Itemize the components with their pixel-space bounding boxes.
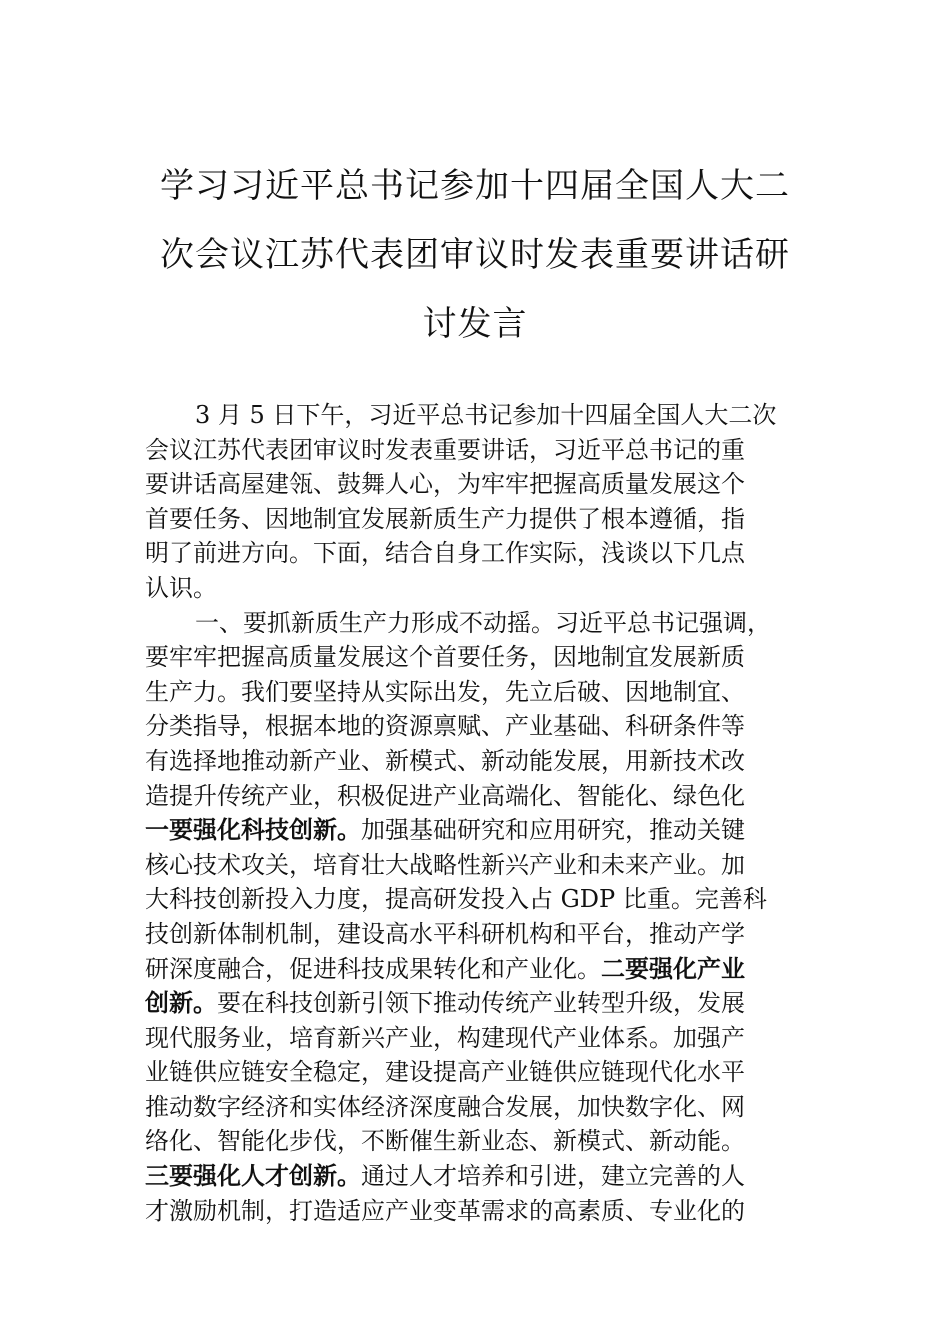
paragraph-tasks-line: 络化、智能化步伐，不断催生新业态、新模式、新动能。 [145,1127,745,1156]
paragraph-tasks-line: 技创新体制机制，建设高水平科研机构和平台，推动产学 [145,919,745,948]
paragraph-section-one-line: 一、要抓新质生产力形成不动摇。习近平总书记强调， [195,608,771,637]
document-title [140,152,810,359]
paragraph-section-one-line: 造提升传统产业，积极促进产业高端化、智能化、绿色化 [145,781,745,810]
bold-heading-tech-innovation: 一要强化科技创新。 [145,815,361,845]
paragraph-text: 研深度融合，促进科技成果转化和产业化。 [145,954,601,983]
paragraph-intro-line: 3 月 5 日下午，习近平总书记参加十四届全国人大二次 [195,401,777,429]
document-body [145,398,825,1228]
paragraph-tasks-line [145,813,825,848]
paragraph-intro-line: 首要任务、因地制宜发展新质生产力提供了根本遵循，指 [145,504,745,533]
title-line: 次会议江苏代表团审议时发表重要讲话研 [160,235,790,275]
paragraph-intro-line: 会议江苏代表团审议时发表重要讲话，习近平总书记的重 [145,435,745,464]
paragraph-tasks-line: 大科技创新投入力度，提高研发投入占 GDP 比重。完善科 [145,885,767,914]
paragraph-section-one-line: 要牢牢把握高质量发展这个首要任务，因地制宜发展新质 [145,643,745,672]
title-line: 学习习近平总书记参加十四届全国人大二 [160,166,790,206]
paragraph-intro-line: 认识。 [145,573,217,602]
paragraph-tasks-line: 业链供应链安全稳定，建设提高产业链供应链现代化水平 [145,1058,745,1087]
bold-heading-industry-innovation-end: 创新。 [145,988,217,1018]
paragraph-intro-line: 要讲话高屋建瓴、鼓舞人心，为牢牢把握高质量发展这个 [145,470,745,499]
paragraph-tasks-line: 推动数字经济和实体经济深度融合发展，加快数字化、网 [145,1092,745,1121]
paragraph-text: 加强基础研究和应用研究，推动关键 [361,816,745,845]
paragraph-tasks-line: 才激励机制，打造适应产业变革需求的高素质、专业化的 [145,1196,745,1225]
paragraph-tasks-line: 核心技术攻关，培育壮大战略性新兴产业和未来产业。加 [145,850,745,879]
paragraph-tasks-line [145,986,825,1021]
paragraph-tasks-line: 现代服务业，培育新兴产业，构建现代产业体系。加强产 [145,1023,745,1052]
paragraph-text: 通过人才培养和引进，建立完善的人 [361,1162,745,1191]
paragraph-section-one-line: 生产力。我们要坚持从实际出发，先立后破、因地制宜、 [145,677,745,706]
title-line: 讨发言 [422,304,528,344]
paragraph-intro-line: 明了前进方向。下面，结合自身工作实际，浅谈以下几点 [145,539,745,568]
bold-heading-talent-innovation: 三要强化人才创新。 [145,1161,361,1191]
paragraph-section-one-line: 有选择地推动新产业、新模式、新动能发展，用新技术改 [145,746,745,775]
bold-heading-industry-innovation: 二要强化产业 [601,953,745,983]
paragraph-tasks-line [145,952,825,987]
paragraph-section-one-line: 分类指导，根据本地的资源禀赋、产业基础、科研条件等 [145,712,745,741]
paragraph-text: 要在科技创新引领下推动传统产业转型升级，发展 [217,989,745,1018]
paragraph-tasks-line [145,1159,825,1194]
